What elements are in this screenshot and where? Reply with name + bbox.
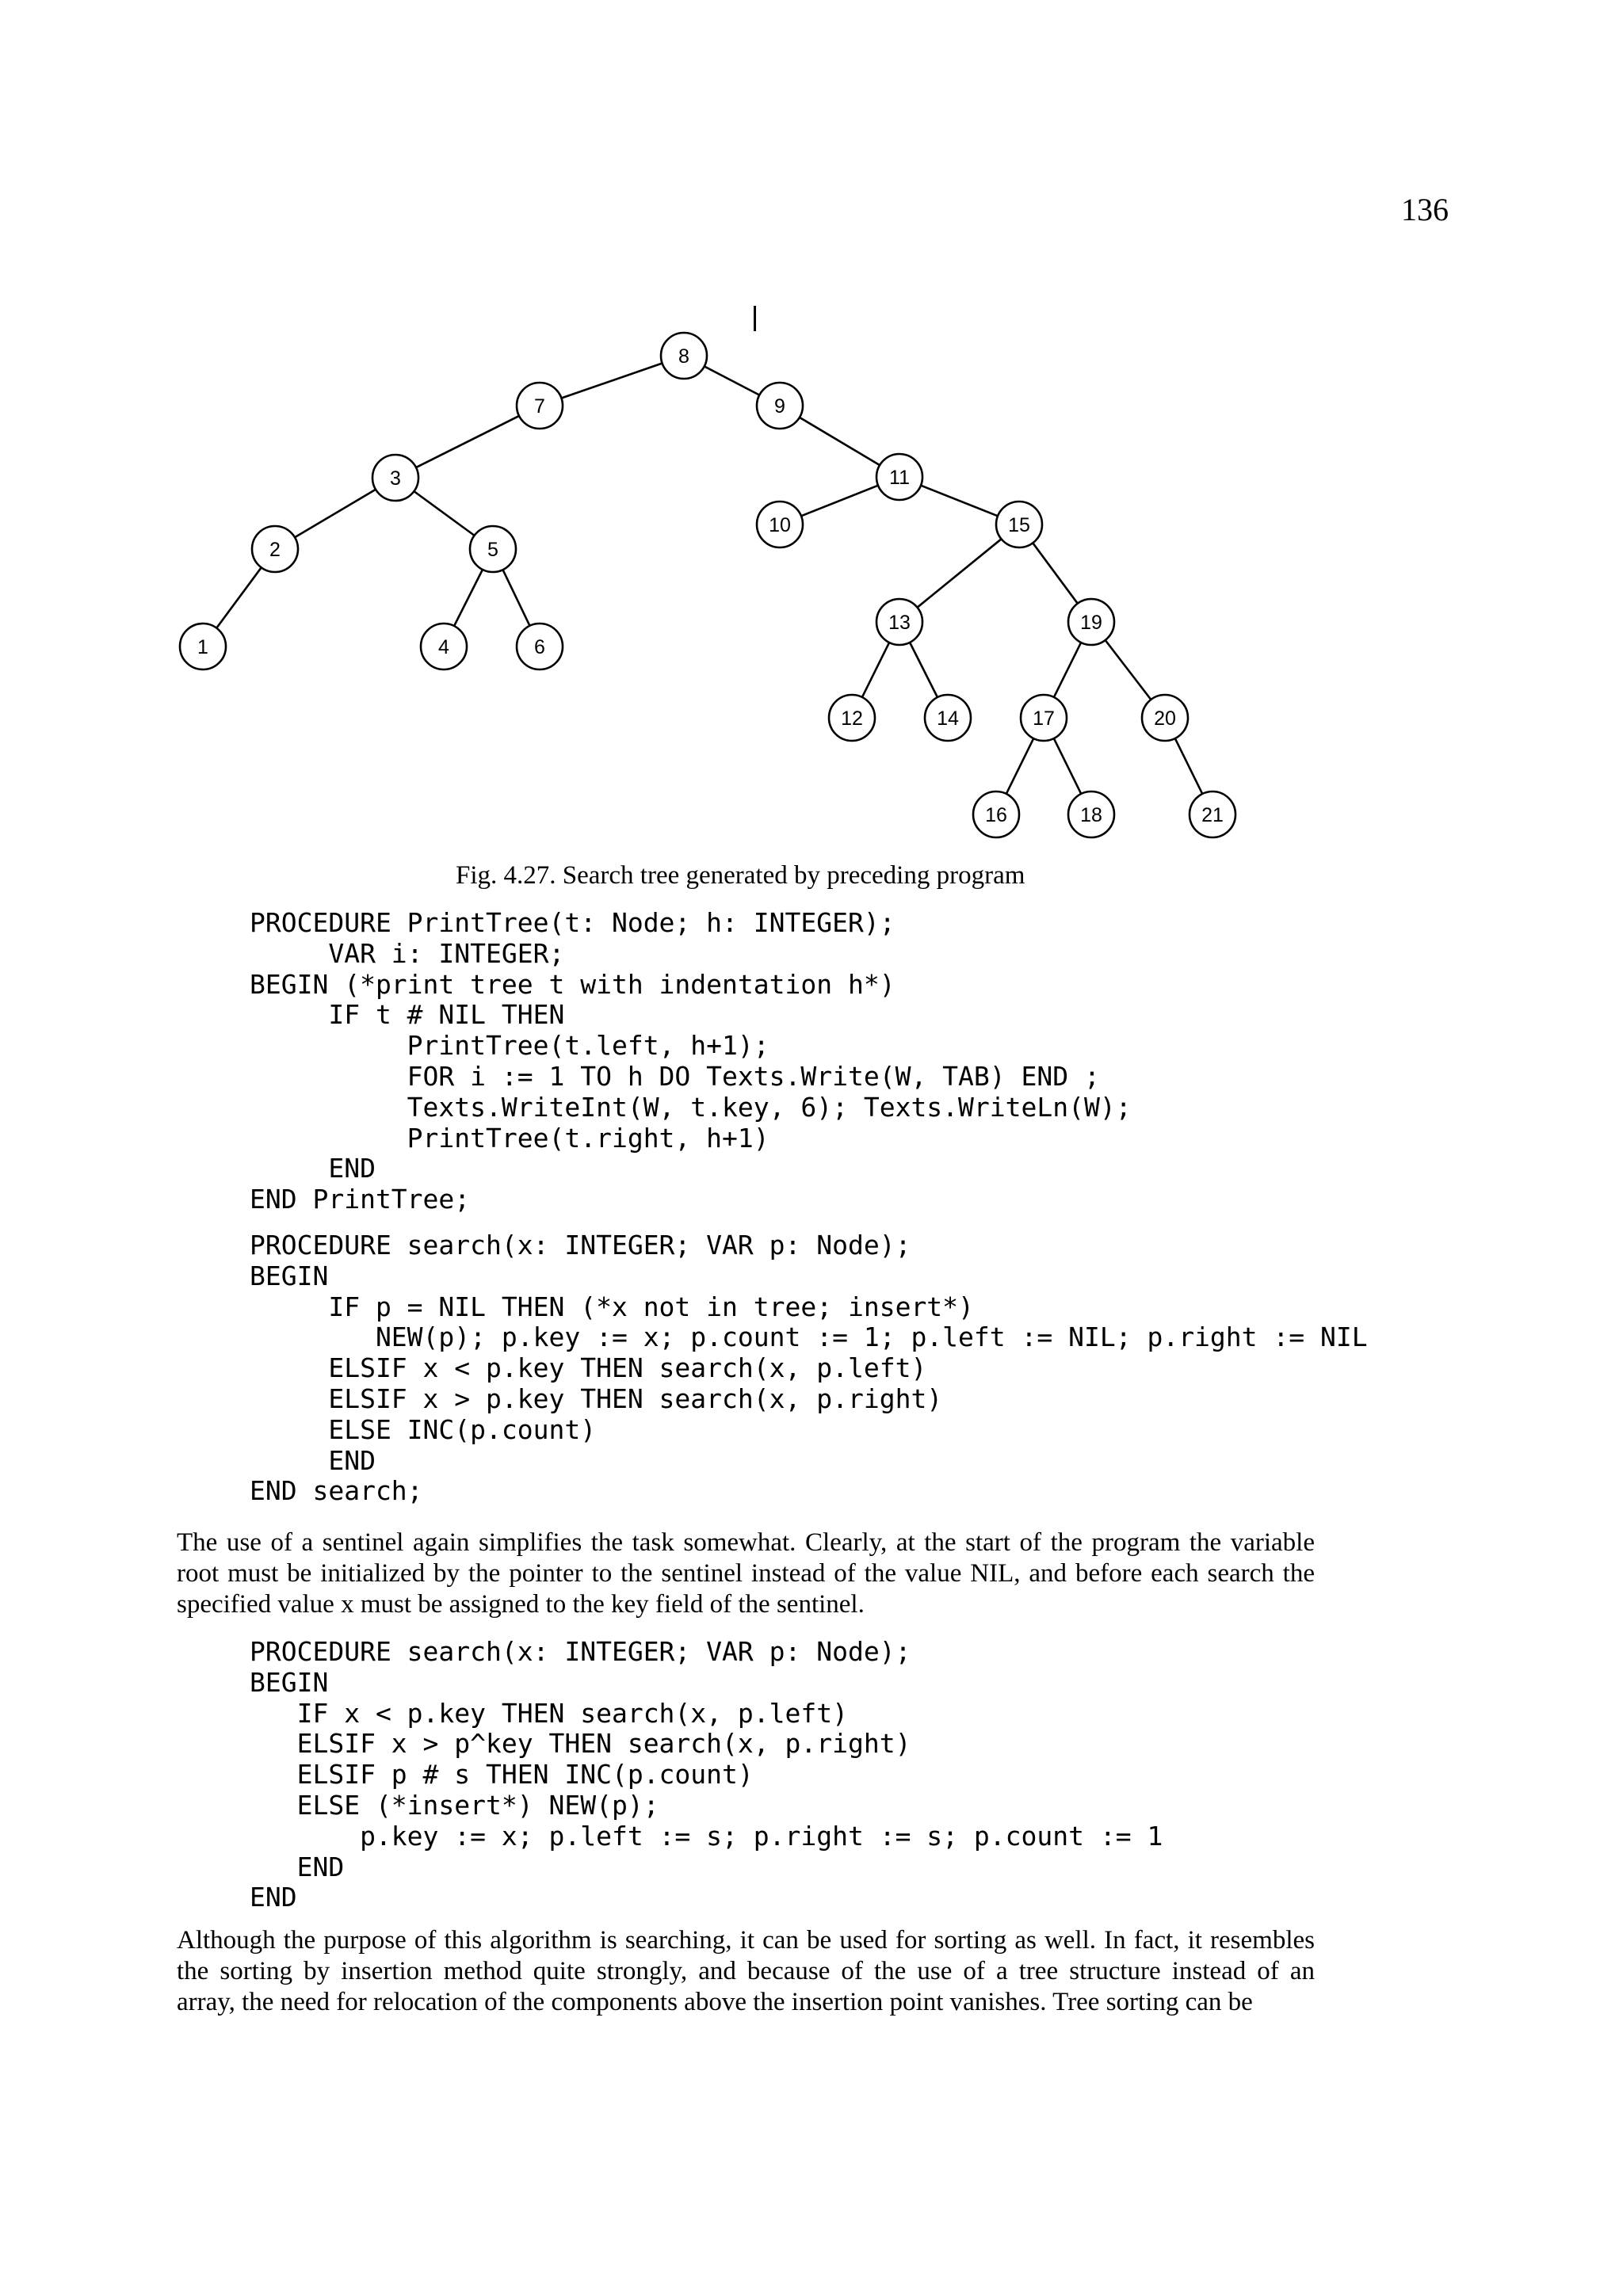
code-search1-line: ELSIF x < p.key THEN search(x, p.left) [250, 1352, 927, 1384]
code-search1-line: ELSIF x > p.key THEN search(x, p.right) [250, 1383, 943, 1414]
tree-node-17 [1021, 695, 1067, 741]
tree-node-label: 3 [390, 467, 401, 490]
code-search1-line: END search; [250, 1475, 423, 1507]
paragraph2-line: the sorting by insertion method quite strongly, and because of the use of a tree structure instead of an [177, 1957, 1315, 1986]
code-search-recursive [250, 1230, 1368, 1507]
tree-node-label: 8 [678, 345, 689, 368]
search-tree-diagram [0, 0, 1623, 856]
tree-node-label: 12 [841, 707, 863, 730]
tree-node-15 [996, 502, 1042, 547]
tree-edge-11-15 [921, 486, 998, 517]
tree-node-2 [252, 526, 298, 572]
tree-edge-17-18 [1054, 738, 1081, 794]
tree-edge-17-16 [1006, 738, 1033, 794]
tree-node-label: 16 [985, 804, 1007, 826]
tree-node-12 [829, 695, 875, 741]
code-printtree-line: PrintTree(t.right, h+1) [250, 1122, 769, 1154]
paragraph1-line: root must be initialized by the pointer to the sentinel instead of the value NIL, and before each search the [177, 1559, 1315, 1589]
tree-node-label: 11 [889, 467, 910, 489]
code-search1-line: ELSE INC(p.count) [250, 1413, 597, 1445]
tree-node-8 [661, 333, 707, 379]
tree-node-13 [876, 599, 922, 645]
tree-edge-5-4 [454, 570, 483, 626]
tree-edge-3-5 [414, 491, 474, 536]
tree-node-16 [973, 791, 1019, 837]
tree-edge-13-12 [862, 643, 889, 697]
tree-node-label: 6 [534, 636, 545, 658]
tree-edge-5-6 [503, 570, 530, 626]
code-search-sentinel [250, 1637, 1163, 1913]
code-search2-line: ELSE (*insert*) NEW(p); [250, 1789, 659, 1821]
paragraph-tree-sorting [177, 1925, 1315, 2019]
tree-node-20 [1142, 695, 1188, 741]
code-printtree-line: END [250, 1153, 376, 1184]
tree-node-7 [517, 383, 563, 429]
code-printtree-line: Texts.WriteInt(W, t.key, 6); Texts.WriteLn(W); [250, 1091, 1132, 1123]
tree-edge-7-3 [416, 416, 519, 467]
code-printtree-line: END PrintTree; [250, 1184, 471, 1215]
code-search1-line: IF p = NIL THEN (*x not in tree; insert*) [250, 1291, 974, 1322]
tree-edge-15-19 [1033, 543, 1078, 603]
tree-node-label: 21 [1201, 804, 1224, 826]
code-printtree-line: FOR i := 1 TO h DO Texts.Write(W, TAB) END ; [250, 1060, 1100, 1092]
code-search1-line: END [250, 1444, 376, 1476]
tree-node-9 [757, 383, 803, 429]
tree-edge-19-20 [1106, 640, 1151, 700]
tree-node-3 [372, 455, 418, 501]
tree-edge-15-13 [917, 539, 1001, 607]
code-search2-line: BEGIN [250, 1666, 329, 1698]
paragraph2-line: array, the need for relocation of the components above the insertion point vanishes. Tree sorting can be [177, 1988, 1253, 2017]
code-printtree [250, 908, 1132, 1215]
tree-node-label: 7 [534, 395, 545, 418]
tree-node-label: 19 [1080, 612, 1102, 634]
code-search2-line: PROCEDURE search(x: INTEGER; VAR p: Node); [250, 1636, 911, 1667]
tree-node-1 [180, 624, 226, 669]
tree-node-5 [470, 526, 516, 572]
tree-node-6 [517, 624, 563, 669]
tree-node-18 [1068, 791, 1114, 837]
paragraph1-line: specified value x must be assigned to the key field of the sentinel. [177, 1590, 865, 1619]
code-printtree-line: VAR i: INTEGER; [250, 937, 565, 969]
page-number: 136 [1401, 192, 1449, 227]
tree-edge-2-1 [216, 567, 262, 627]
tree-node-10 [757, 502, 803, 547]
code-search2-line: p.key := x; p.left := s; p.right := s; p.count := 1 [250, 1820, 1163, 1852]
code-search2-line: END [250, 1851, 345, 1882]
tree-node-4 [421, 624, 467, 669]
code-search1-line: NEW(p); p.key := x; p.count := 1; p.left := NIL; p.right := NIL [250, 1322, 1368, 1353]
code-search2-line: IF x < p.key THEN search(x, p.left) [250, 1697, 848, 1729]
tree-node-14 [925, 695, 971, 741]
tree-node-label: 18 [1080, 804, 1102, 826]
tree-node-label: 14 [937, 707, 959, 730]
code-search1-line: PROCEDURE search(x: INTEGER; VAR p: Node); [250, 1230, 911, 1261]
tree-edge-8-9 [705, 366, 760, 395]
tree-node-label: 15 [1008, 514, 1030, 536]
code-printtree-line: IF t # NIL THEN [250, 999, 565, 1031]
tree-node-11 [876, 454, 922, 500]
code-printtree-line: PrintTree(t.left, h+1); [250, 1030, 769, 1062]
code-printtree-line: BEGIN (*print tree t with indentation h*) [250, 968, 896, 1000]
tree-node-label: 17 [1033, 707, 1055, 730]
code-search1-line: BEGIN [250, 1260, 329, 1291]
tree-node-label: 4 [438, 636, 449, 658]
code-search2-line: END [250, 1882, 297, 1913]
tree-edge-3-2 [295, 490, 376, 537]
paragraph1-line: The use of a sentinel again simplifies the task somewhat. Clearly, at the start of the program the variable [177, 1528, 1315, 1557]
tree-node-label: 9 [774, 395, 785, 418]
tree-edge-8-7 [561, 363, 662, 398]
tree-node-label: 1 [197, 636, 208, 658]
tree-edge-11-10 [801, 486, 878, 517]
code-printtree-line: PROCEDURE PrintTree(t: Node; h: INTEGER); [250, 907, 896, 938]
tree-edge-13-14 [910, 643, 938, 697]
tree-node-label: 2 [269, 539, 281, 561]
tree-node-19 [1068, 599, 1114, 645]
tree-node-label: 20 [1154, 707, 1176, 730]
tree-node-label: 5 [487, 539, 498, 561]
code-search2-line: ELSIF x > p^key THEN search(x, p.right) [250, 1728, 911, 1760]
paragraph2-line: Although the purpose of this algorithm is searching, it can be used for sorting as well. In fact, it resembles [177, 1926, 1315, 1955]
figure-caption: Fig. 4.27. Search tree generated by preceding program [456, 861, 1025, 890]
tree-node-label: 13 [888, 612, 911, 634]
code-search2-line: ELSIF p # s THEN INC(p.count) [250, 1759, 754, 1791]
tree-edge-20-21 [1175, 738, 1202, 794]
tree-edge-19-17 [1054, 643, 1081, 697]
tree-edge-9-11 [800, 418, 880, 465]
paragraph-sentinel [177, 1527, 1315, 1621]
tree-node-label: 10 [769, 514, 791, 536]
tree-node-21 [1190, 791, 1235, 837]
